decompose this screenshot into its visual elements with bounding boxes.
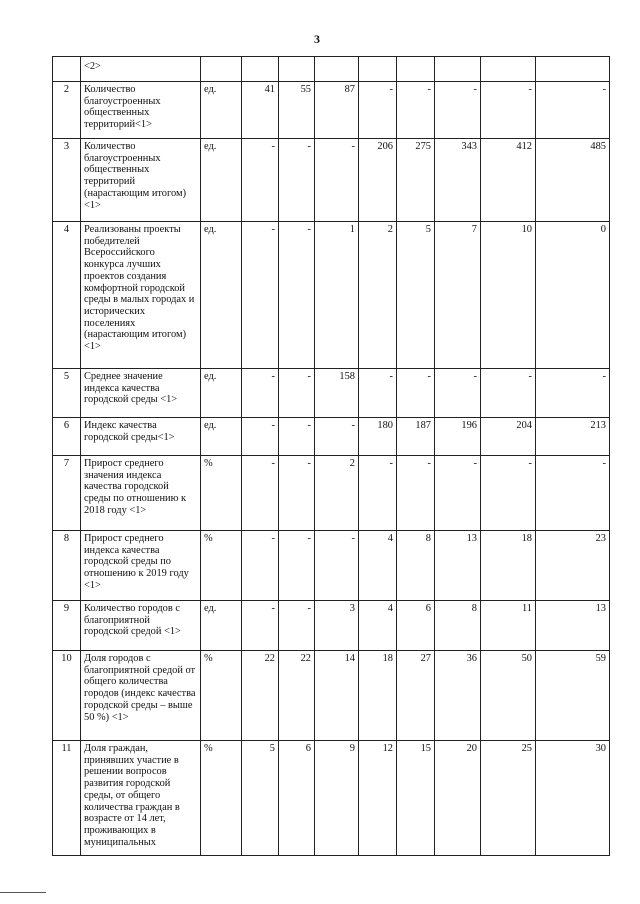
- cell-empty: [315, 57, 359, 82]
- table-row: [53, 418, 610, 456]
- value-cell: 275: [397, 139, 435, 222]
- value-cell: 8: [435, 601, 481, 651]
- table-row: [53, 531, 610, 601]
- row-number: 9: [53, 601, 81, 651]
- value-cell: 12: [359, 741, 397, 856]
- cell-empty: [536, 57, 610, 82]
- cell-empty: [242, 57, 279, 82]
- value-cell: -: [279, 222, 315, 369]
- value-cell: 8: [397, 531, 435, 601]
- value-cell: 25: [481, 741, 536, 856]
- unit-of-measure: %: [201, 741, 242, 856]
- value-cell: 15: [397, 741, 435, 856]
- value-cell: -: [279, 531, 315, 601]
- value-cell: -: [242, 531, 279, 601]
- cell-empty: [201, 57, 242, 82]
- table-row: [53, 741, 610, 856]
- value-cell: -: [242, 456, 279, 531]
- value-cell: -: [242, 369, 279, 418]
- value-cell: -: [242, 222, 279, 369]
- value-cell: -: [359, 369, 397, 418]
- row-number: 4: [53, 222, 81, 369]
- indicator-name: Прирост среднего индекса качества городской среды по отношению к 2019 году <1>: [81, 531, 201, 601]
- value-cell: -: [397, 82, 435, 139]
- unit-of-measure: ед.: [201, 369, 242, 418]
- value-cell: -: [242, 418, 279, 456]
- value-cell: 213: [536, 418, 610, 456]
- value-cell: -: [397, 369, 435, 418]
- value-cell: 412: [481, 139, 536, 222]
- value-cell: -: [242, 601, 279, 651]
- indicator-name: Количество благоустроенных общественных территорий<1>: [81, 82, 201, 139]
- indicator-name: Прирост среднего значения индекса качества городской среды по отношению к 2018 году <1>: [81, 456, 201, 531]
- unit-of-measure: ед.: [201, 222, 242, 369]
- value-cell: 158: [315, 369, 359, 418]
- cell-empty: [279, 57, 315, 82]
- cell-empty: [53, 57, 81, 82]
- value-cell: 18: [359, 651, 397, 741]
- value-cell: 41: [242, 82, 279, 139]
- row-number: 7: [53, 456, 81, 531]
- value-cell: 343: [435, 139, 481, 222]
- unit-of-measure: ед.: [201, 418, 242, 456]
- indicator-name: Количество городов с благоприятной городской средой <1>: [81, 601, 201, 651]
- value-cell: 22: [242, 651, 279, 741]
- value-cell: 27: [397, 651, 435, 741]
- unit-of-measure: ед.: [201, 82, 242, 139]
- value-cell: 196: [435, 418, 481, 456]
- value-cell: 187: [397, 418, 435, 456]
- table-row: [53, 82, 610, 139]
- page-bottom-rule: [0, 892, 46, 893]
- value-cell: 6: [279, 741, 315, 856]
- value-cell: -: [279, 418, 315, 456]
- value-cell: 50: [481, 651, 536, 741]
- value-cell: -: [279, 601, 315, 651]
- value-cell: 1: [315, 222, 359, 369]
- value-cell: -: [315, 531, 359, 601]
- value-cell: -: [315, 139, 359, 222]
- indicator-name: Количество благоустроенных общественных территорий (нарастающим итогом) <1>: [81, 139, 201, 222]
- value-cell: 13: [536, 601, 610, 651]
- cell-empty: [359, 57, 397, 82]
- unit-of-measure: ед.: [201, 601, 242, 651]
- value-cell: -: [279, 139, 315, 222]
- indicator-name: Доля граждан, принявших участие в решении вопросов развития городской среды, от общего количества граждан в возрасте от 14 лет, проживающих в муниципальных: [81, 741, 201, 856]
- row-number: 6: [53, 418, 81, 456]
- indicator-name: Индекс качества городской среды<1>: [81, 418, 201, 456]
- table-row: [53, 369, 610, 418]
- row-number: 8: [53, 531, 81, 601]
- value-cell: -: [435, 369, 481, 418]
- cell-empty: [435, 57, 481, 82]
- value-cell: 204: [481, 418, 536, 456]
- value-cell: 14: [315, 651, 359, 741]
- cell-top-note: <2>: [81, 57, 201, 82]
- value-cell: 4: [359, 601, 397, 651]
- value-cell: -: [435, 82, 481, 139]
- page-number: 3: [314, 32, 320, 46]
- value-cell: 23: [536, 531, 610, 601]
- indicator-name: Среднее значение индекса качества городской среды <1>: [81, 369, 201, 418]
- indicator-name: Доля городов с благоприятной средой от общего количества городов (индекс качества городской среды – выше 50 %) <1>: [81, 651, 201, 741]
- value-cell: 3: [315, 601, 359, 651]
- value-cell: 36: [435, 651, 481, 741]
- value-cell: 20: [435, 741, 481, 856]
- value-cell: -: [536, 456, 610, 531]
- value-cell: 2: [359, 222, 397, 369]
- value-cell: 11: [481, 601, 536, 651]
- value-cell: 10: [481, 222, 536, 369]
- value-cell: -: [397, 456, 435, 531]
- value-cell: -: [481, 369, 536, 418]
- unit-of-measure: ед.: [201, 139, 242, 222]
- row-number: 5: [53, 369, 81, 418]
- table-row: [53, 456, 610, 531]
- unit-of-measure: %: [201, 651, 242, 741]
- value-cell: 22: [279, 651, 315, 741]
- value-cell: 7: [435, 222, 481, 369]
- unit-of-measure: %: [201, 456, 242, 531]
- row-number: 11: [53, 741, 81, 856]
- value-cell: 87: [315, 82, 359, 139]
- indicator-name: Реализованы проекты победителей Всероссийского конкурса лучших проектов создания комфортной городской среды в малых городах и исторических поселениях (нарастающим итогом) <1>: [81, 222, 201, 369]
- value-cell: -: [279, 456, 315, 531]
- value-cell: 6: [397, 601, 435, 651]
- value-cell: -: [481, 82, 536, 139]
- value-cell: 59: [536, 651, 610, 741]
- value-cell: -: [359, 82, 397, 139]
- value-cell: 30: [536, 741, 610, 856]
- value-cell: 0: [536, 222, 610, 369]
- value-cell: 2: [315, 456, 359, 531]
- value-cell: -: [242, 139, 279, 222]
- value-cell: 9: [315, 741, 359, 856]
- value-cell: -: [315, 418, 359, 456]
- value-cell: -: [279, 369, 315, 418]
- value-cell: 13: [435, 531, 481, 601]
- value-cell: 180: [359, 418, 397, 456]
- value-cell: 485: [536, 139, 610, 222]
- table-row-top: [53, 57, 610, 82]
- value-cell: 5: [242, 741, 279, 856]
- value-cell: 5: [397, 222, 435, 369]
- table-row: [53, 139, 610, 222]
- value-cell: 206: [359, 139, 397, 222]
- value-cell: 55: [279, 82, 315, 139]
- cell-empty: [397, 57, 435, 82]
- value-cell: -: [435, 456, 481, 531]
- table-row: [53, 222, 610, 369]
- cell-empty: [481, 57, 536, 82]
- value-cell: -: [481, 456, 536, 531]
- value-cell: -: [359, 456, 397, 531]
- row-number: 2: [53, 82, 81, 139]
- row-number: 10: [53, 651, 81, 741]
- table-row: [53, 601, 610, 651]
- value-cell: 18: [481, 531, 536, 601]
- unit-of-measure: %: [201, 531, 242, 601]
- row-number: 3: [53, 139, 81, 222]
- indicator-table: [52, 56, 610, 856]
- table-row: [53, 651, 610, 741]
- value-cell: -: [536, 82, 610, 139]
- value-cell: 4: [359, 531, 397, 601]
- value-cell: -: [536, 369, 610, 418]
